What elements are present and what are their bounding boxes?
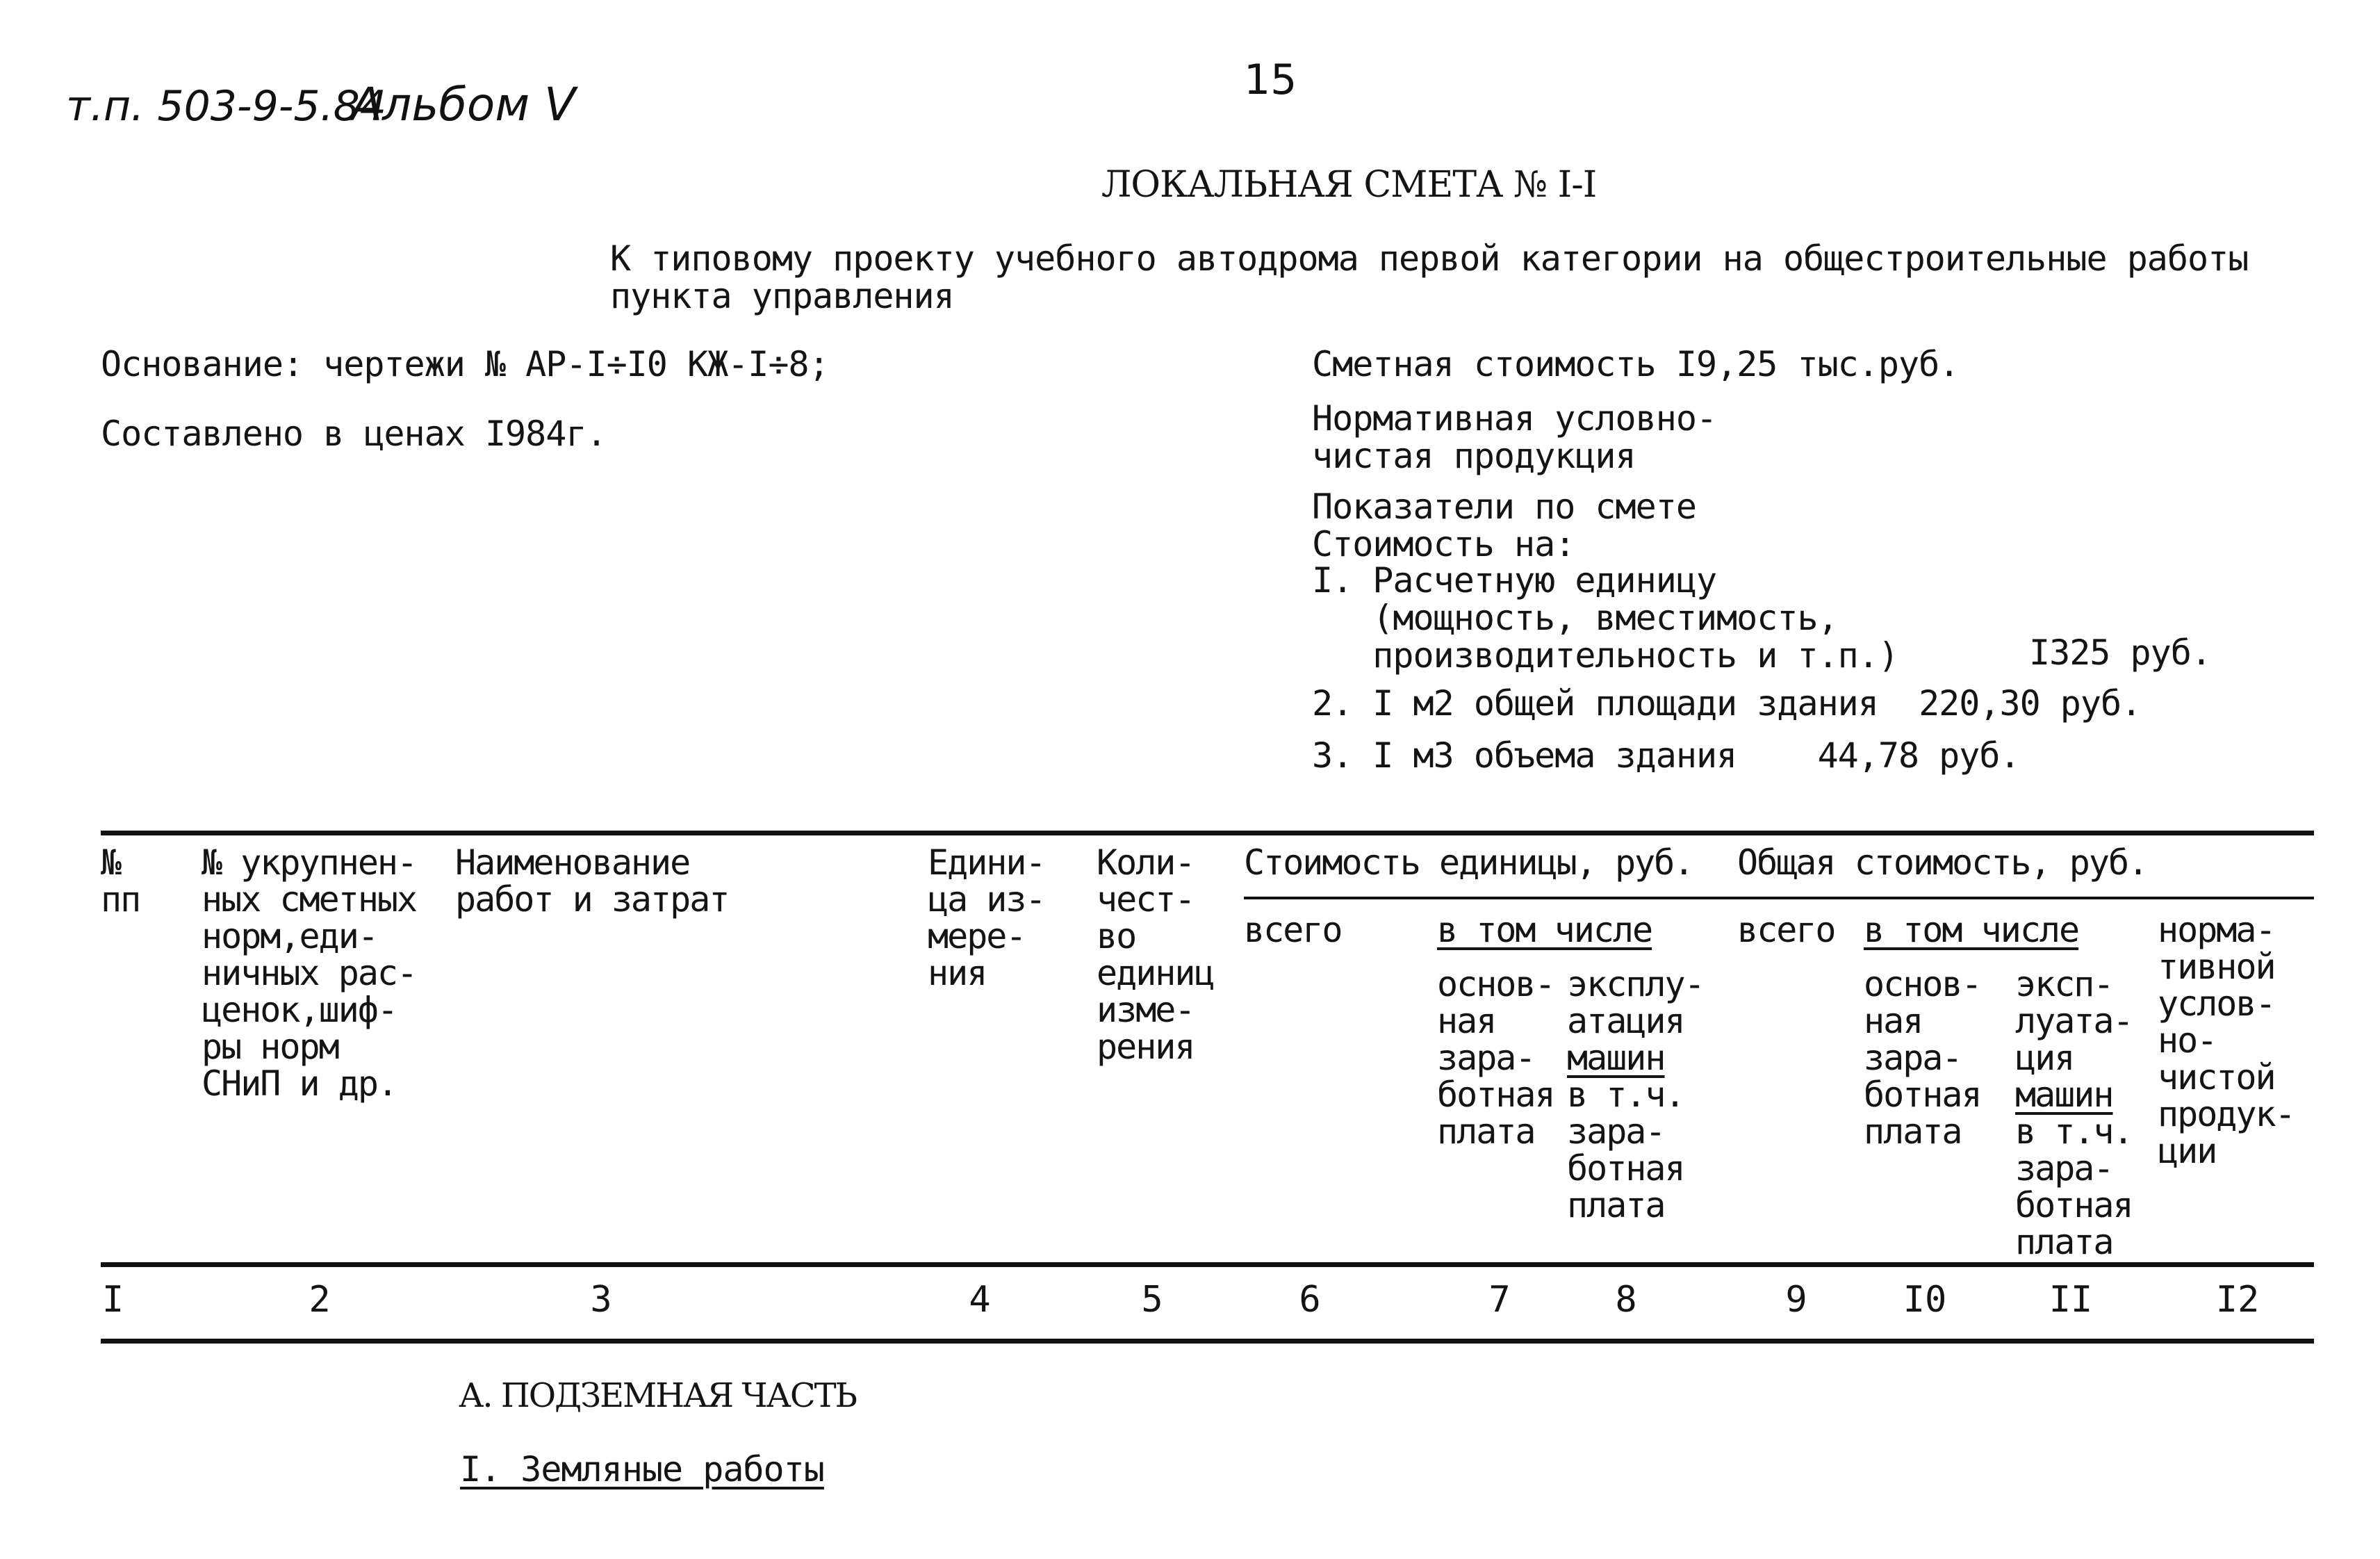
header-total-machines: эксп- луата- ция — [2015, 964, 2133, 1078]
basis-text: Основание: чертежи № АР-I÷I0 КЖ-I÷8; — [101, 344, 829, 384]
group-header-rule — [1244, 897, 2314, 899]
header-unit-machines-word: машин — [1567, 1038, 1665, 1078]
indicator-item-3: 3. I м3 объема здания 44,78 руб. — [1312, 735, 2020, 776]
header-unit-wages: основ- ная зара- ботная плата — [1437, 964, 1554, 1152]
header-unit-machines: эксплу- атация — [1567, 964, 1704, 1041]
header-total-total: всего — [1737, 910, 1835, 950]
header-total-machines-word: машин — [2015, 1075, 2113, 1115]
table-top-rule — [101, 831, 2314, 835]
section-heading: А. ПОДЗЕМНАЯ ЧАСТЬ — [459, 1376, 856, 1415]
header-unit-incl: в том числе — [1437, 910, 1652, 950]
column-number: 8 — [1615, 1279, 1637, 1321]
page-subtitle: К типовому проекту учебного автодрома первой категории на общестроительные работы пункта управления — [610, 238, 2249, 316]
header-unit: Едини- ца из- мере- ния — [928, 842, 1045, 993]
header-unit-total: всего — [1244, 910, 1342, 950]
album-label: Альбом V — [351, 78, 576, 131]
page-number: 15 — [1244, 56, 1297, 104]
column-number: I — [101, 1279, 124, 1321]
indicator-item-1-value: I325 руб. — [2029, 632, 2211, 673]
normative-product: Нормативная условно- чистая продукция — [1312, 398, 1717, 476]
indicator-item-2: 2. I м2 общей площади здания 220,30 руб. — [1312, 683, 2142, 724]
header-unit-cost-group: Стоимость единицы, руб. — [1244, 842, 1693, 883]
header-row-number: № пп — [101, 842, 140, 920]
subsection-heading: I. Земляные работы — [460, 1449, 824, 1489]
indicators-header: Показатели по смете Стоимость на: — [1312, 487, 1696, 564]
column-number: II — [2049, 1279, 2093, 1321]
indicator-item-1: I. Расчетную единицу (мощность, вместимость, производительность и т.п.) — [1312, 560, 1898, 676]
document-code: т.п. 503-9-5.84 — [66, 82, 386, 131]
column-number: 3 — [590, 1279, 612, 1321]
header-work-name: Наименование работ и затрат — [455, 842, 729, 920]
header-bottom-rule — [101, 1262, 2314, 1267]
column-number: 5 — [1141, 1279, 1163, 1321]
page-title: ЛОКАЛЬНАЯ СМЕТА № I-I — [1101, 164, 1597, 206]
column-number: 2 — [309, 1279, 331, 1321]
header-normative-net: норма- тивной услов- но- чистой продук- ции — [2158, 910, 2295, 1171]
column-number: 7 — [1488, 1279, 1511, 1321]
column-number: 4 — [969, 1279, 991, 1321]
price-basis-text: Составлено в ценах I984г. — [101, 414, 607, 454]
header-norm-codes: № укрупнен- ных сметных норм,еди- ничных рас- ценок,шиф- ры норм СНиП и др. — [202, 842, 417, 1104]
column-number: I2 — [2215, 1279, 2260, 1321]
column-number: I0 — [1903, 1279, 1947, 1321]
header-total-incl: в том числе — [1864, 910, 2079, 950]
header-total-machines-wages: в т.ч. зара- ботная плата — [2015, 1111, 2133, 1262]
header-total-cost-group: Общая стоимость, руб. — [1737, 842, 2148, 883]
header-total-wages: основ- ная зара- ботная плата — [1864, 964, 1981, 1152]
column-number: 6 — [1299, 1279, 1321, 1321]
column-numbers-rule — [101, 1339, 2314, 1344]
estimate-cost: Сметная стоимость I9,25 тыс.руб. — [1312, 344, 1960, 384]
column-number: 9 — [1785, 1279, 1807, 1321]
header-unit-machines-wages: в т.ч. зара- ботная плата — [1567, 1075, 1684, 1225]
header-quantity: Коли- чест- во единиц изме- рения — [1097, 842, 1214, 1067]
